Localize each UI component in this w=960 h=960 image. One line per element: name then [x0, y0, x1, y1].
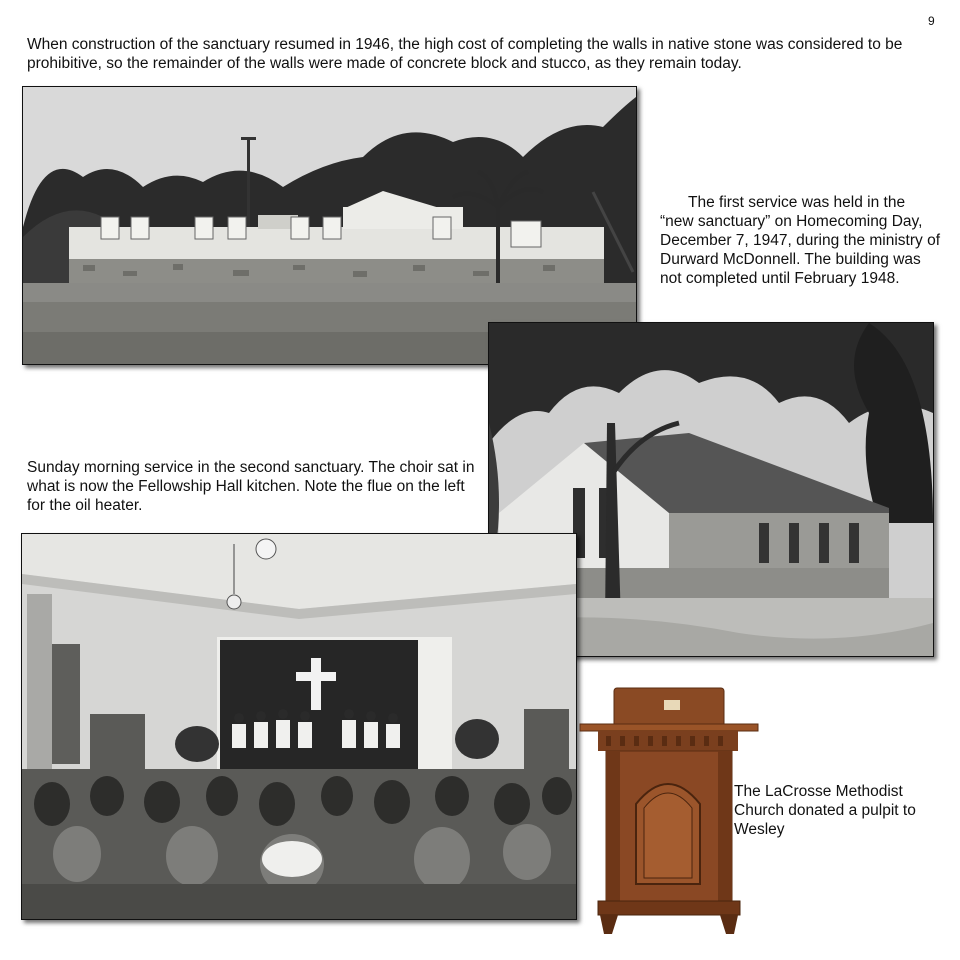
- sunday-service-photo: [21, 533, 577, 920]
- intro-paragraph: When construction of the sanctuary resumed in 1946, the high cost of completing the walls in native stone was considered to be prohibitive, so the remainder of the walls were made of concrete block and stucco, as they remain today.: [27, 36, 903, 72]
- first-service-paragraph: The first service was held in the “new sanctuary” on Homecoming Day, December 7, 1947, during the ministry of Durward McDonnell. The building was not completed until February 1948.: [660, 194, 940, 287]
- pulpit-photo: [578, 684, 760, 936]
- page-number: 9: [928, 14, 935, 28]
- pulpit-caption: The LaCrosse Methodist Church donated a pulpit to Wesley: [734, 783, 916, 838]
- service-caption: Sunday morning service in the second sanctuary. The choir sat in what is now the Fellowship Hall kitchen. Note the flue on the left for the oil heater.: [27, 459, 475, 514]
